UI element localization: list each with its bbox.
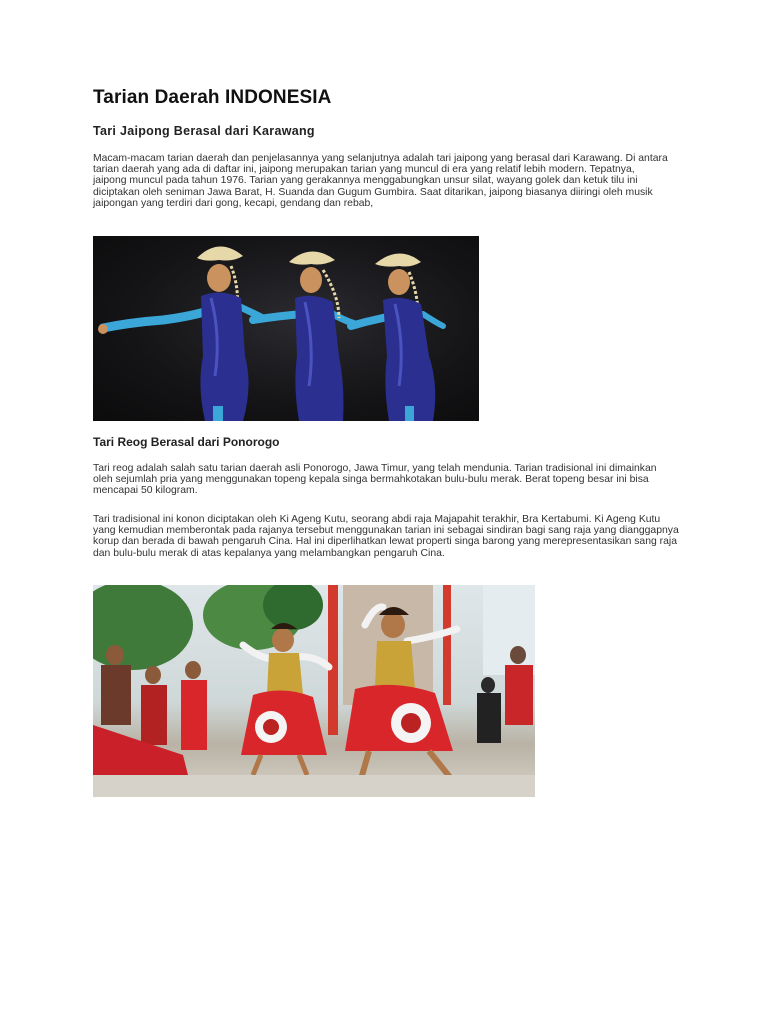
section-heading-jaipong: Tari Jaipong Berasal dari Karawang — [93, 124, 315, 138]
dancer-figure — [253, 251, 355, 421]
dancer-figure — [98, 246, 263, 421]
dancer-figure — [351, 253, 443, 421]
jaipong-dancers-photo — [93, 236, 479, 421]
paragraph-jaipong: Macam-macam tarian daerah dan penjelasannya yang selanjutnya adalah tari jaipong yang berasal dari Karawang. Di antara tarian daerah yang ada di daftar ini, jaipong merupakan tarian yang muncul di era yang relatif lebih modern. Tepatnya, jaipong muncul pada tahun 1976. Tarian yang gerakannya menggabungkan unsur silat, wayang golek dan ketuk tilu ini diciptakan oleh seniman Jawa Barat, H. Suanda dan Gugum Gumbira. Saat ditarikan, jaipong biasanya diiringi oleh musik jaipongan yang terdiri dari gong, kecapi, gendang dan rebab, — [93, 153, 668, 209]
paragraph-reog-2: Tari tradisional ini konon diciptakan oleh Ki Ageng Kutu, seorang abdi raja Majapahit terakhir, Bra Kertabumi. Ki Ageng Kutu yang kemudian memberontak pada rajanya tersebut menggunakan tarian ini sebagai sindiran bagi sang raja yang dianggapnya korup dan berada di bawah pengaruh Cina. Hal ini diperlihatkan lewat properti singa barong yang merepresentasikan sang raja dan bulu-bulu merak di atas kepalanya yang melambangkan pengaruh Cina. — [93, 514, 679, 559]
document-title: Tarian Daerah INDONESIA — [93, 87, 332, 108]
section-heading-reog: Tari Reog Berasal dari Ponorogo — [93, 435, 280, 449]
reog-dancers-photo — [93, 585, 535, 797]
paragraph-reog-1: Tari reog adalah salah satu tarian daerah asli Ponorogo, Jawa Timur, yang telah mendunia. Tarian tradisional ini dimainkan oleh sejumlah pria yang menggunakan topeng kepala singa bermahkotakan bulu-bulu merak. Berat topeng besar ini bisa mencapai 50 kilogram. — [93, 463, 657, 497]
